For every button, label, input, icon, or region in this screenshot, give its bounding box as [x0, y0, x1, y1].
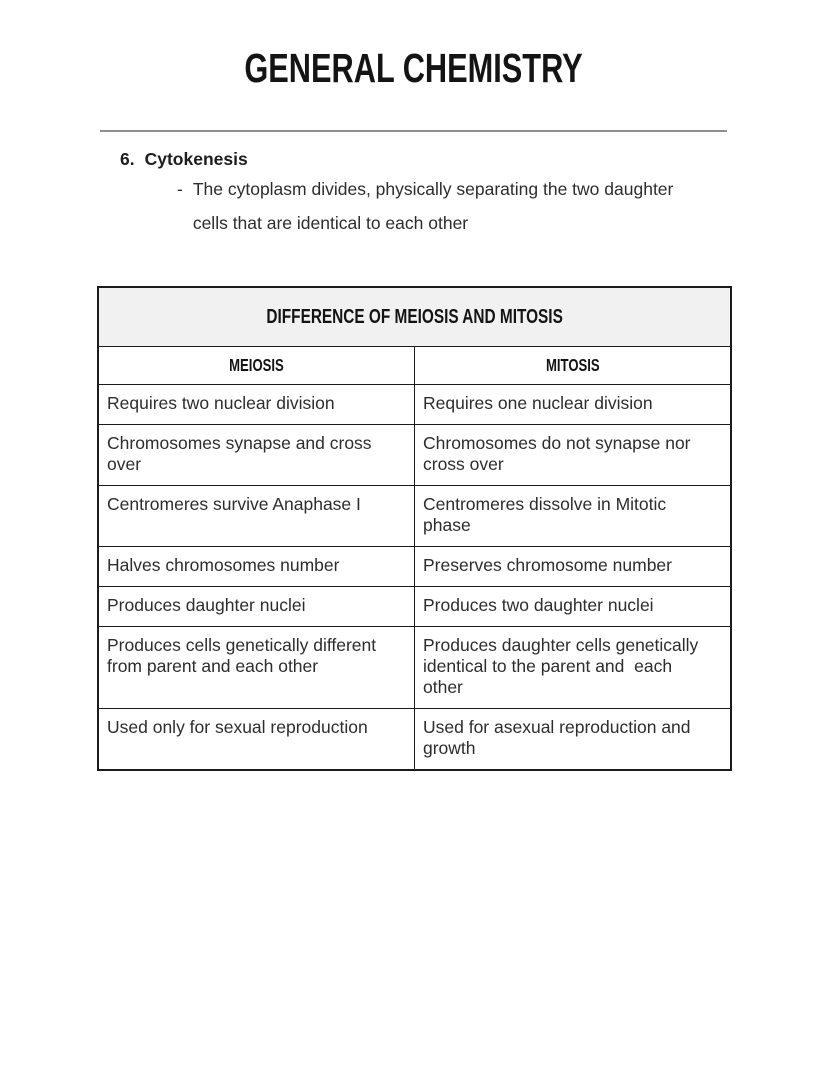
table-cell: Halves chromosomes number [98, 547, 415, 587]
comparison-table [97, 286, 732, 771]
section-heading [120, 148, 248, 170]
table-row [98, 385, 731, 425]
table-cell: Produces daughter nuclei [98, 587, 415, 627]
table-cell: Centromeres dissolve in Mitotic phase [415, 486, 732, 547]
table-cell: Used for asexual reproduction and growth [415, 709, 732, 771]
table-cell: Produces two daughter nuclei [415, 587, 732, 627]
section-number: 6. [120, 149, 135, 169]
section-heading-label: Cytokenesis [144, 149, 248, 169]
table-row [98, 486, 731, 547]
table-cell: Produces daughter cells genetically identical to the parent and each other [415, 627, 732, 709]
table-title-row [98, 287, 731, 347]
column-header-meiosis: MEIOSIS [98, 347, 415, 385]
table-cell: Produces cells genetically different from parent and each other [98, 627, 415, 709]
table-cell: Preserves chromosome number [415, 547, 732, 587]
table-cell: Centromeres survive Anaphase I [98, 486, 415, 547]
column-header-mitosis: MITOSIS [415, 347, 732, 385]
table-cell: Requires two nuclear division [98, 385, 415, 425]
table-row [98, 587, 731, 627]
table-cell: Requires one nuclear division [415, 385, 732, 425]
page-title-text: GENERAL CHEMISTRY [244, 45, 584, 91]
page-title [0, 46, 828, 90]
table-row [98, 709, 731, 771]
table-title: DIFFERENCE OF MEIOSIS AND MITOSIS [98, 287, 731, 347]
table-cell: Used only for sexual reproduction [98, 709, 415, 771]
bullet-item [177, 172, 698, 240]
table-row [98, 547, 731, 587]
table-row [98, 627, 731, 709]
bullet-text: The cytoplasm divides, physically separating the two daughter cells that are identical to each other [192, 179, 674, 233]
bullet-dash: - [177, 179, 183, 199]
table-row [98, 425, 731, 486]
table-cell: Chromosomes synapse and cross over [98, 425, 415, 486]
column-header-row [98, 347, 731, 385]
table-cell: Chromosomes do not synapse nor cross over [415, 425, 732, 486]
title-divider [100, 130, 727, 132]
